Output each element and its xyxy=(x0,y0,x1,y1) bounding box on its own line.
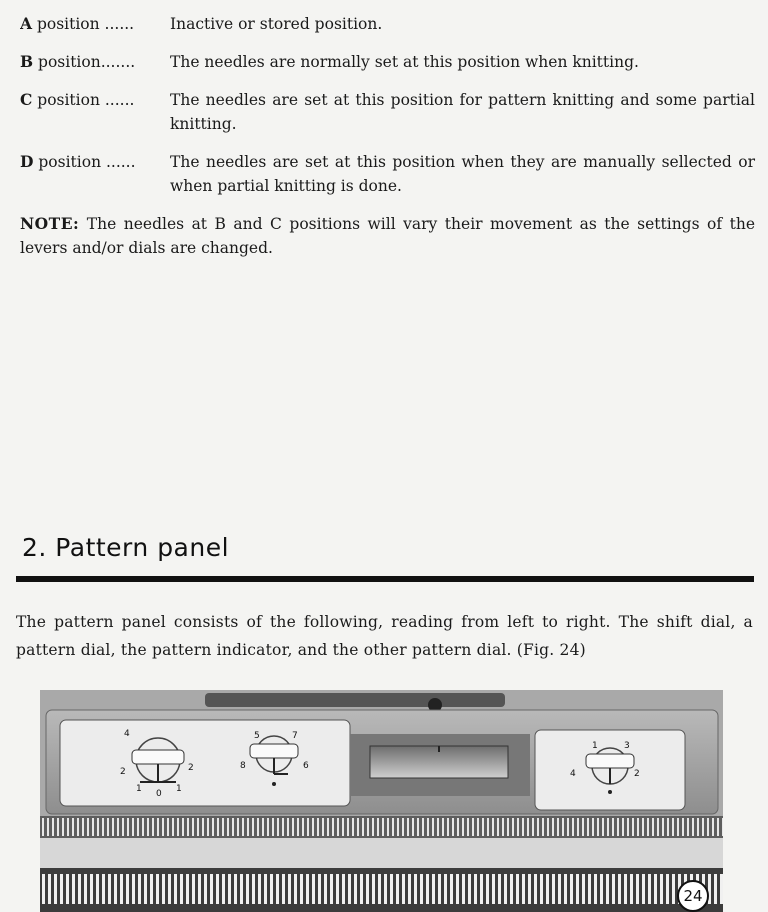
needle-tooth xyxy=(276,874,279,904)
needle-tooth xyxy=(82,818,84,836)
needle-tooth xyxy=(172,818,174,836)
needle-tooth xyxy=(417,818,419,836)
right-dial-number: 3 xyxy=(624,741,630,751)
needle-tooth xyxy=(592,818,594,836)
needle-tooth xyxy=(237,818,239,836)
needle-tooth xyxy=(330,874,333,904)
needle-tooth xyxy=(336,874,339,904)
needle-tooth xyxy=(144,874,147,904)
mid-dial-number: 6 xyxy=(303,761,309,771)
needle-tooth xyxy=(62,818,64,836)
needle-tooth xyxy=(712,818,714,836)
left-dial-number: 2 xyxy=(188,763,194,773)
needle-tooth xyxy=(707,818,709,836)
position-b-term xyxy=(20,50,170,74)
position-d-description: The needles are set at this position when they are manually sellected or when partial knitting is done. xyxy=(170,153,755,195)
needle-tooth xyxy=(692,818,694,836)
needle-tooth xyxy=(422,818,424,836)
needle-tooth xyxy=(624,874,627,904)
needle-tooth xyxy=(622,818,624,836)
needle-tooth xyxy=(262,818,264,836)
position-a-letter: A xyxy=(20,14,33,33)
needle-tooth xyxy=(662,818,664,836)
needle-tooth xyxy=(384,874,387,904)
needle-tooth xyxy=(222,874,225,904)
needle-tooth xyxy=(92,818,94,836)
needle-tooth xyxy=(270,874,273,904)
needle-tooth xyxy=(537,818,539,836)
position-d-row xyxy=(20,150,755,198)
needle-tooth xyxy=(452,818,454,836)
needle-tooth xyxy=(522,818,524,836)
needle-tooth xyxy=(654,874,657,904)
needle-tooth xyxy=(204,874,207,904)
needle-tooth xyxy=(257,818,259,836)
needle-tooth xyxy=(192,874,195,904)
needle-tooth xyxy=(372,818,374,836)
needle-tooth xyxy=(457,818,459,836)
needle-tooth xyxy=(354,874,357,904)
needle-tooth xyxy=(572,818,574,836)
needle-tooth xyxy=(258,874,261,904)
needle-tooth xyxy=(57,818,59,836)
needle-tooth xyxy=(402,818,404,836)
needle-tooth xyxy=(637,818,639,836)
needle-tooth xyxy=(408,874,411,904)
needle-tooth xyxy=(216,874,219,904)
needle-tooth xyxy=(437,818,439,836)
needle-tooth xyxy=(682,818,684,836)
left-dial-number: 1 xyxy=(136,784,142,794)
needle-tooth xyxy=(647,818,649,836)
needle-tooth xyxy=(348,874,351,904)
needle-tooth xyxy=(552,818,554,836)
needle-tooth xyxy=(162,818,164,836)
needle-tooth xyxy=(486,874,489,904)
needle-tooth xyxy=(492,818,494,836)
needle-tooth xyxy=(297,818,299,836)
needle-tooth xyxy=(412,818,414,836)
pattern-dial-right-knob xyxy=(586,754,634,768)
needle-tooth xyxy=(517,818,519,836)
position-a-leader: ...... xyxy=(99,15,135,33)
position-a-row xyxy=(20,12,755,36)
needle-tooth xyxy=(142,818,144,836)
needle-tooth xyxy=(318,874,321,904)
needle-tooth xyxy=(606,874,609,904)
needle-tooth xyxy=(300,874,303,904)
needle-tooth xyxy=(588,874,591,904)
position-c-letter: C xyxy=(20,90,33,109)
position-c-description: The needles are set at this position for pattern knitting and some partial knitting. xyxy=(170,91,755,133)
needle-tooth xyxy=(167,818,169,836)
needle-tooth xyxy=(552,874,555,904)
needle-tooth xyxy=(594,874,597,904)
section-paragraph: The pattern panel consists of the following, reading from left to right. The shift dial, a pattern dial, the pattern indicator, and the other pattern dial. (Fig. 24) xyxy=(16,613,753,659)
position-a-word: position xyxy=(32,15,100,33)
note-block xyxy=(20,212,755,260)
needle-tooth xyxy=(438,874,441,904)
needle-tooth xyxy=(630,874,633,904)
needle-tooth xyxy=(157,818,159,836)
needle-tooth xyxy=(504,874,507,904)
needle-tooth xyxy=(397,818,399,836)
needle-tooth xyxy=(198,874,201,904)
position-c-row xyxy=(20,88,755,136)
position-c-leader: ...... xyxy=(99,91,135,109)
needle-tooth xyxy=(180,874,183,904)
needle-tooth xyxy=(202,818,204,836)
needle-tooth xyxy=(717,818,719,836)
needle-tooth xyxy=(342,874,345,904)
needle-tooth xyxy=(462,874,465,904)
needle-bed-rail xyxy=(40,838,723,868)
needle-tooth xyxy=(360,874,363,904)
note-text: The needles at B and C positions will vary their movement as the settings of the levers and/or dials are changed. xyxy=(20,215,755,257)
needle-tooth xyxy=(240,874,243,904)
position-b-description: The needles are normally set at this position when knitting. xyxy=(170,53,639,71)
needle-tooth xyxy=(720,874,723,904)
left-dial-number: 2 xyxy=(120,767,126,777)
position-d-letter: D xyxy=(20,152,34,171)
needle-tooth xyxy=(507,818,509,836)
needle-tooth xyxy=(327,818,329,836)
needle-tooth xyxy=(666,874,669,904)
needle-tooth xyxy=(317,818,319,836)
needle-tooth xyxy=(156,874,159,904)
pattern-panel-photo xyxy=(40,690,723,912)
needle-tooth xyxy=(212,818,214,836)
needle-tooth xyxy=(77,818,79,836)
needle-tooth xyxy=(127,818,129,836)
needle-tooth xyxy=(174,874,177,904)
needle-tooth xyxy=(54,874,57,904)
needle-tooth xyxy=(102,874,105,904)
needle-tooth xyxy=(362,818,364,836)
needle-tooth xyxy=(527,818,529,836)
needle-tooth xyxy=(387,818,389,836)
needle-tooth xyxy=(617,818,619,836)
needle-tooth xyxy=(322,818,324,836)
needle-tooth xyxy=(312,874,315,904)
needle-tooth xyxy=(87,818,89,836)
needle-tooth xyxy=(292,818,294,836)
mid-dial-number: 8 xyxy=(240,761,246,771)
needle-tooth xyxy=(687,818,689,836)
needle-tooth xyxy=(456,874,459,904)
needle-tooth xyxy=(562,818,564,836)
needle-tooth xyxy=(332,818,334,836)
needle-tooth xyxy=(567,818,569,836)
left-dial-number: 0 xyxy=(156,789,162,799)
needle-tooth xyxy=(546,874,549,904)
needle-tooth xyxy=(702,818,704,836)
needle-tooth xyxy=(627,818,629,836)
needle-tooth xyxy=(112,818,114,836)
right-dial-number: 2 xyxy=(634,769,640,779)
position-d-term xyxy=(20,150,170,198)
position-b-leader: ....... xyxy=(100,53,136,71)
needle-tooth xyxy=(347,818,349,836)
needle-tooth xyxy=(642,874,645,904)
left-dial-number: 4 xyxy=(124,729,130,739)
needle-tooth xyxy=(324,874,327,904)
needle-tooth xyxy=(377,818,379,836)
position-d-word: position xyxy=(33,153,102,171)
needle-tooth xyxy=(367,818,369,836)
needle-tooth xyxy=(114,874,117,904)
needle-tooth xyxy=(294,874,297,904)
needle-tooth xyxy=(547,818,549,836)
needle-tooth xyxy=(242,818,244,836)
needle-tooth xyxy=(307,818,309,836)
needle-tooth xyxy=(612,874,615,904)
needle-tooth xyxy=(602,818,604,836)
needle-tooth xyxy=(52,818,54,836)
needle-tooth xyxy=(60,874,63,904)
needle-tooth xyxy=(492,874,495,904)
needle-tooth xyxy=(636,874,639,904)
needle-tooth xyxy=(197,818,199,836)
needle-tooth xyxy=(497,818,499,836)
position-a-term xyxy=(20,12,170,36)
pattern-dial-left-knob xyxy=(250,744,298,758)
needle-tooth xyxy=(722,818,723,836)
needle-tooth xyxy=(402,874,405,904)
needle-tooth xyxy=(42,818,44,836)
needle-position-list xyxy=(20,12,755,260)
needle-tooth xyxy=(557,818,559,836)
needle-tooth xyxy=(657,818,659,836)
needle-tooth xyxy=(372,874,375,904)
needle-tooth xyxy=(564,874,567,904)
needle-tooth xyxy=(420,874,423,904)
note-label: NOTE: xyxy=(20,214,80,233)
needle-tooth xyxy=(378,874,381,904)
needle-tooth xyxy=(96,874,99,904)
section-rule xyxy=(16,576,754,582)
needle-tooth xyxy=(534,874,537,904)
needle-tooth xyxy=(642,818,644,836)
needle-tooth xyxy=(618,874,621,904)
needle-tooth xyxy=(42,874,45,904)
needle-tooth xyxy=(72,874,75,904)
needle-tooth xyxy=(210,874,213,904)
figure-number-badge: 24 xyxy=(677,880,709,912)
needle-tooth xyxy=(540,874,543,904)
needle-tooth xyxy=(660,874,663,904)
needle-tooth xyxy=(612,818,614,836)
needle-tooth xyxy=(667,818,669,836)
needle-tooth xyxy=(162,874,165,904)
needle-tooth xyxy=(382,818,384,836)
needle-tooth xyxy=(444,874,447,904)
needle-tooth xyxy=(187,818,189,836)
needle-tooth xyxy=(607,818,609,836)
needle-tooth xyxy=(192,818,194,836)
needle-tooth xyxy=(120,874,123,904)
needle-tooth xyxy=(147,818,149,836)
needle-tooth xyxy=(427,818,429,836)
needle-tooth xyxy=(186,874,189,904)
needle-tooth xyxy=(502,818,504,836)
needle-tooth xyxy=(302,818,304,836)
needle-tooth xyxy=(532,818,534,836)
needle-tooth xyxy=(512,818,514,836)
needle-tooth xyxy=(102,818,104,836)
needle-tooth xyxy=(570,874,573,904)
needle-tooth xyxy=(432,818,434,836)
position-d-leader: ...... xyxy=(101,153,136,171)
needle-tooth xyxy=(558,874,561,904)
needle-tooth xyxy=(542,818,544,836)
needle-tooth xyxy=(482,818,484,836)
needle-tooth xyxy=(516,874,519,904)
left-dial-number: 1 xyxy=(176,784,182,794)
needle-tooth xyxy=(288,874,291,904)
needle-tooth xyxy=(132,874,135,904)
needle-tooth xyxy=(122,818,124,836)
needle-tooth xyxy=(78,874,81,904)
position-a-description: Inactive or stored position. xyxy=(170,15,383,33)
needle-tooth xyxy=(522,874,525,904)
needle-tooth xyxy=(234,874,237,904)
needle-tooth xyxy=(247,818,249,836)
needle-tooth xyxy=(282,874,285,904)
needle-tooth xyxy=(477,818,479,836)
needle-tooth xyxy=(528,874,531,904)
needle-tooth xyxy=(137,818,139,836)
needle-tooth xyxy=(168,874,171,904)
needle-tooth xyxy=(84,874,87,904)
needle-tooth xyxy=(468,874,471,904)
needle-tooth xyxy=(600,874,603,904)
needle-tooth xyxy=(414,874,417,904)
needle-tooth xyxy=(582,818,584,836)
needle-tooth xyxy=(90,874,93,904)
needle-tooth xyxy=(306,874,309,904)
needle-tooth xyxy=(576,874,579,904)
shift-dial-knob xyxy=(132,750,184,764)
needle-tooth xyxy=(150,874,153,904)
needle-tooth xyxy=(67,818,69,836)
needle-tooth xyxy=(632,818,634,836)
needle-tooth xyxy=(677,818,679,836)
needle-tooth xyxy=(277,818,279,836)
needle-tooth xyxy=(352,818,354,836)
needle-tooth xyxy=(72,818,74,836)
needle-tooth xyxy=(480,874,483,904)
right-dial-number: 1 xyxy=(592,741,598,751)
needle-tooth xyxy=(498,874,501,904)
position-b-letter: B xyxy=(20,52,34,71)
needle-tooth xyxy=(487,818,489,836)
needle-tooth xyxy=(652,818,654,836)
needle-tooth xyxy=(264,874,267,904)
needle-tooth xyxy=(714,874,717,904)
needle-tooth xyxy=(672,818,674,836)
needle-tooth xyxy=(587,818,589,836)
needle-tooth xyxy=(282,818,284,836)
needle-tooth xyxy=(432,874,435,904)
needle-tooth xyxy=(357,818,359,836)
mid-dial-number: 5 xyxy=(254,731,260,741)
needle-tooth xyxy=(577,818,579,836)
needle-tooth xyxy=(207,818,209,836)
needle-tooth xyxy=(108,874,111,904)
needle-tooth xyxy=(252,818,254,836)
needle-tooth xyxy=(152,818,154,836)
needle-tooth xyxy=(510,874,513,904)
needle-tooth xyxy=(232,818,234,836)
needle-tooth xyxy=(126,874,129,904)
needle-tooth xyxy=(312,818,314,836)
needle-tooth xyxy=(597,818,599,836)
needle-tooth xyxy=(227,818,229,836)
needle-tooth xyxy=(442,818,444,836)
needle-tooth xyxy=(217,818,219,836)
mid-dial-number: 7 xyxy=(292,731,298,741)
needle-tooth xyxy=(138,874,141,904)
needle-tooth xyxy=(582,874,585,904)
needle-tooth xyxy=(337,818,339,836)
needle-tooth xyxy=(396,874,399,904)
position-b-word: position xyxy=(33,53,101,71)
needle-tooth xyxy=(66,874,69,904)
needle-tooth xyxy=(117,818,119,836)
needle-tooth xyxy=(450,874,453,904)
needle-tooth xyxy=(222,818,224,836)
section-title: 2. Pattern panel xyxy=(22,533,230,562)
needle-tooth xyxy=(287,818,289,836)
needle-tooth xyxy=(426,874,429,904)
needle-tooth xyxy=(228,874,231,904)
needle-tooth xyxy=(467,818,469,836)
needle-tooth xyxy=(472,818,474,836)
needle-tooth xyxy=(697,818,699,836)
carriage-top-bar xyxy=(205,693,505,707)
needle-tooth xyxy=(107,818,109,836)
needle-tooth xyxy=(392,818,394,836)
needle-tooth xyxy=(132,818,134,836)
needle-tooth xyxy=(252,874,255,904)
needle-tooth xyxy=(447,818,449,836)
needle-tooth xyxy=(648,874,651,904)
needle-tooth xyxy=(177,818,179,836)
needle-tooth xyxy=(672,874,675,904)
position-b-row xyxy=(20,50,755,74)
needle-tooth xyxy=(97,818,99,836)
position-c-word: position xyxy=(32,91,100,109)
right-dial-number: 4 xyxy=(570,769,576,779)
needle-tooth xyxy=(462,818,464,836)
needle-tooth xyxy=(182,818,184,836)
needle-tooth xyxy=(48,874,51,904)
needle-tooth xyxy=(366,874,369,904)
needle-tooth xyxy=(246,874,249,904)
position-c-term xyxy=(20,88,170,136)
needle-tooth xyxy=(47,818,49,836)
needle-tooth xyxy=(342,818,344,836)
needle-tooth xyxy=(267,818,269,836)
needle-tooth xyxy=(390,874,393,904)
needle-tooth xyxy=(474,874,477,904)
needle-tooth xyxy=(407,818,409,836)
needle-tooth xyxy=(272,818,274,836)
